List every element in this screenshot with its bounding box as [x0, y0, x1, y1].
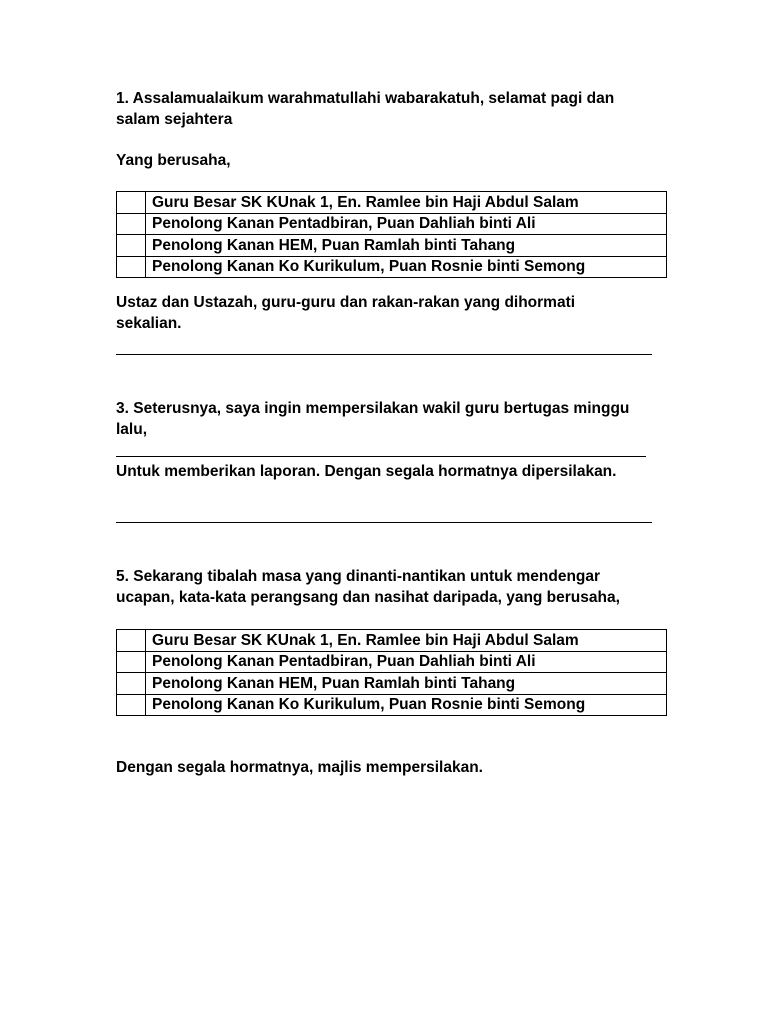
table-row: [117, 673, 667, 695]
opening-line-2: salam sejahtera: [116, 111, 233, 128]
dignitary-name: Penolong Kanan Pentadbiran, Puan Dahliah binti Ali: [146, 213, 667, 235]
item-3-line-1: 3. Seterusnya, saya ingin mempersilakan wakil guru bertugas minggu: [116, 400, 630, 417]
table-row: [117, 192, 667, 214]
opening-line-1: 1. Assalamualaikum warahmatullahi wabarakatuh, selamat pagi dan: [116, 90, 615, 107]
item-3-line-3: Untuk memberikan laporan. Dengan segala hormatnya dipersilakan.: [116, 463, 617, 480]
checkbox-cell: [117, 673, 146, 695]
checkbox-cell: [117, 192, 146, 214]
fill-in-line-2: [116, 354, 652, 355]
dignitary-name: Penolong Kanan HEM, Puan Ramlah binti Tahang: [146, 235, 667, 257]
table-row: [117, 256, 667, 278]
checkbox-cell: [117, 235, 146, 257]
dignitary-name: Penolong Kanan HEM, Puan Ramlah binti Tahang: [146, 673, 667, 695]
checkbox-cell: [117, 651, 146, 673]
checkbox-cell: [117, 694, 146, 716]
closing-text: Dengan segala hormatnya, majlis mempersilakan.: [116, 759, 483, 776]
table-row: [117, 651, 667, 673]
dignitary-name: Penolong Kanan Pentadbiran, Puan Dahliah binti Ali: [146, 651, 667, 673]
audience-line-2: sekalian.: [116, 315, 182, 332]
table-row: [117, 694, 667, 716]
audience-line-1: Ustaz dan Ustazah, guru-guru dan rakan-rakan yang dihormati: [116, 294, 576, 311]
item-3-line-2: lalu,: [116, 421, 148, 438]
fill-in-line-4: [116, 522, 652, 523]
dignitary-name: Penolong Kanan Ko Kurikulum, Puan Rosnie binti Semong: [146, 256, 667, 278]
dignitaries-table-2: [116, 629, 667, 716]
checkbox-cell: [117, 630, 146, 652]
fill-in-line-3: [116, 456, 646, 457]
table-row: [117, 235, 667, 257]
dignitary-name: Guru Besar SK KUnak 1, En. Ramlee bin Haji Abdul Salam: [146, 630, 667, 652]
dignitaries-table-1: [116, 191, 667, 278]
table-row: [117, 630, 667, 652]
checkbox-cell: [117, 213, 146, 235]
dignitary-name: Guru Besar SK KUnak 1, En. Ramlee bin Haji Abdul Salam: [146, 192, 667, 214]
item-5-line-2: ucapan, kata-kata perangsang dan nasihat daripada, yang berusaha,: [116, 589, 620, 606]
item-5-line-1: 5. Sekarang tibalah masa yang dinanti-nantikan untuk mendengar: [116, 568, 601, 585]
table-row: [117, 213, 667, 235]
greeting-yang-berusaha: Yang berusaha,: [116, 152, 231, 169]
checkbox-cell: [117, 256, 146, 278]
dignitary-name: Penolong Kanan Ko Kurikulum, Puan Rosnie binti Semong: [146, 694, 667, 716]
